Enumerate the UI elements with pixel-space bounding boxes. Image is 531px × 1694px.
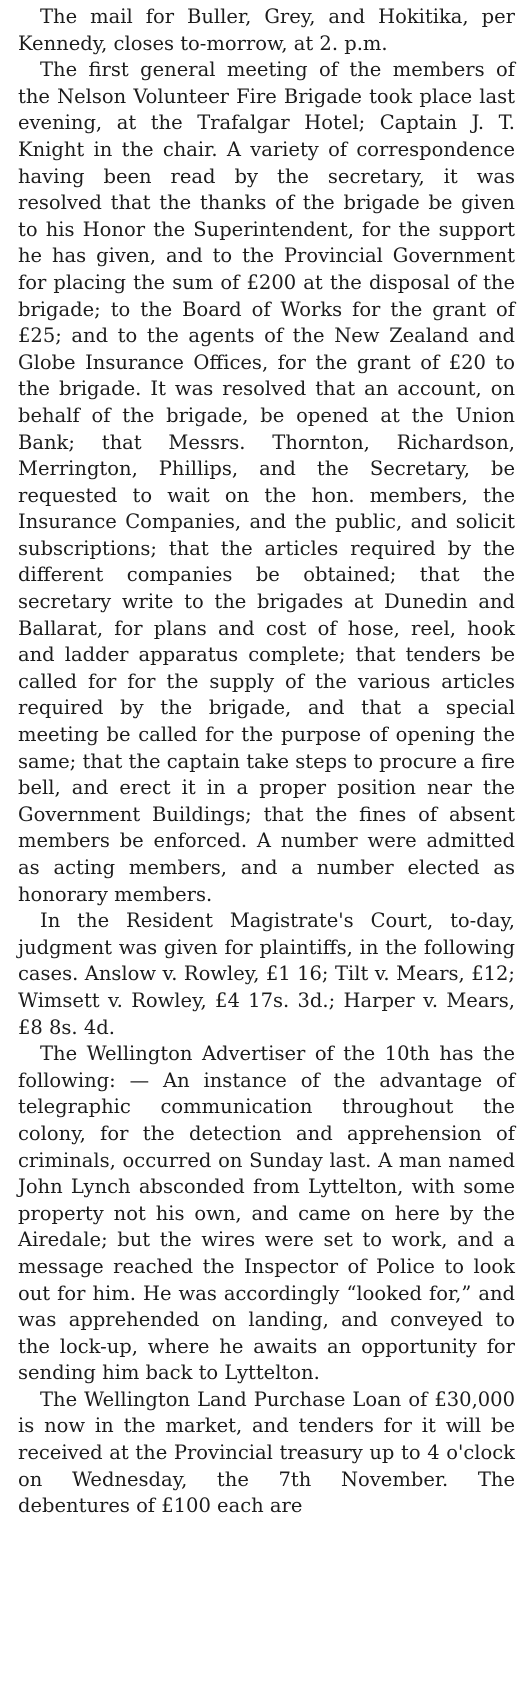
paragraph-mail-notice: The mail for Buller, Grey, and Hokitika, per Kennedy, closes to-morrow, at 2. p.m. bbox=[18, 5, 515, 55]
paragraph-fire-brigade-meeting: The first general meeting of the members of the Nelson Volunteer Fire Brigade took place last evening, at the Trafalgar Hotel; Captain J. T. Knight in the chair. A variety of correspondence having been read by the secretary, it was resolved that the thanks of the brigade be given to his Honor the Superintendent, for the support he has given, and to the Provincial Government for placing the sum of £200 at the disposal of the brigade; to the Board of Works for the grant of £25; and to the agents of the New Zealand and Globe Insurance Offices, for the grant of £20 to the brigade. It was resolved that an account, on behalf of the brigade, be opened at the Union Bank; that Messrs. Thornton, Richardson, Merrington, Phillips, and the Secretary, be requested to wait on the hon. members, the Insurance Companies, and the public, and solicit subscriptions; that the articles required by the different companies be obtained; that the secretary write to the brigades at Dunedin and Ballarat, for plans and cost of hose, reel, hook and ladder apparatus complete; that tenders be called for for the supply of the various articles required by the brigade, and that a special meeting be called for the purpose of opening the same; that the captain take steps to procure a fire bell, and erect it in a proper position near the Government Buildings; that the fines of absent members be enforced. A number were admitted as acting members, and a number elected as honorary members. bbox=[18, 58, 515, 906]
paragraph-wellington-advertiser: The Wellington Advertiser of the 10th has the following: — An instance of the advantage of telegraphic communication throughout the colony, for the detection and apprehension of criminals, occurred on Sunday last. A man named John Lynch absconded from Lyttelton, with some property not his own, and came on here by the Airedale; but the wires were set to work, and a message reached the Inspector of Police to look out for him. He was accordingly “looked for,” and was apprehended on landing, and conveyed to the lock-up, where he awaits an opportunity for sending him back to Lyttelton. bbox=[18, 1042, 515, 1385]
paragraph-magistrates-court: In the Resident Magistrate's Court, to-day, judgment was given for plaintiffs, in the following cases. Anslow v. Rowley, £1 16; Tilt v. Mears, £12; Wimsett v. Rowley, £4 17s. 3d.; Harper v. Mears, £8 8s. 4d. bbox=[18, 909, 515, 1039]
paragraph-land-purchase-loan: The Wellington Land Purchase Loan of £30,000 is now in the market, and tenders for it will be received at the Provincial treasury up to 4 o'clock on Wednesday, the 7th November. The debentures of £100 each are bbox=[18, 1387, 515, 1518]
